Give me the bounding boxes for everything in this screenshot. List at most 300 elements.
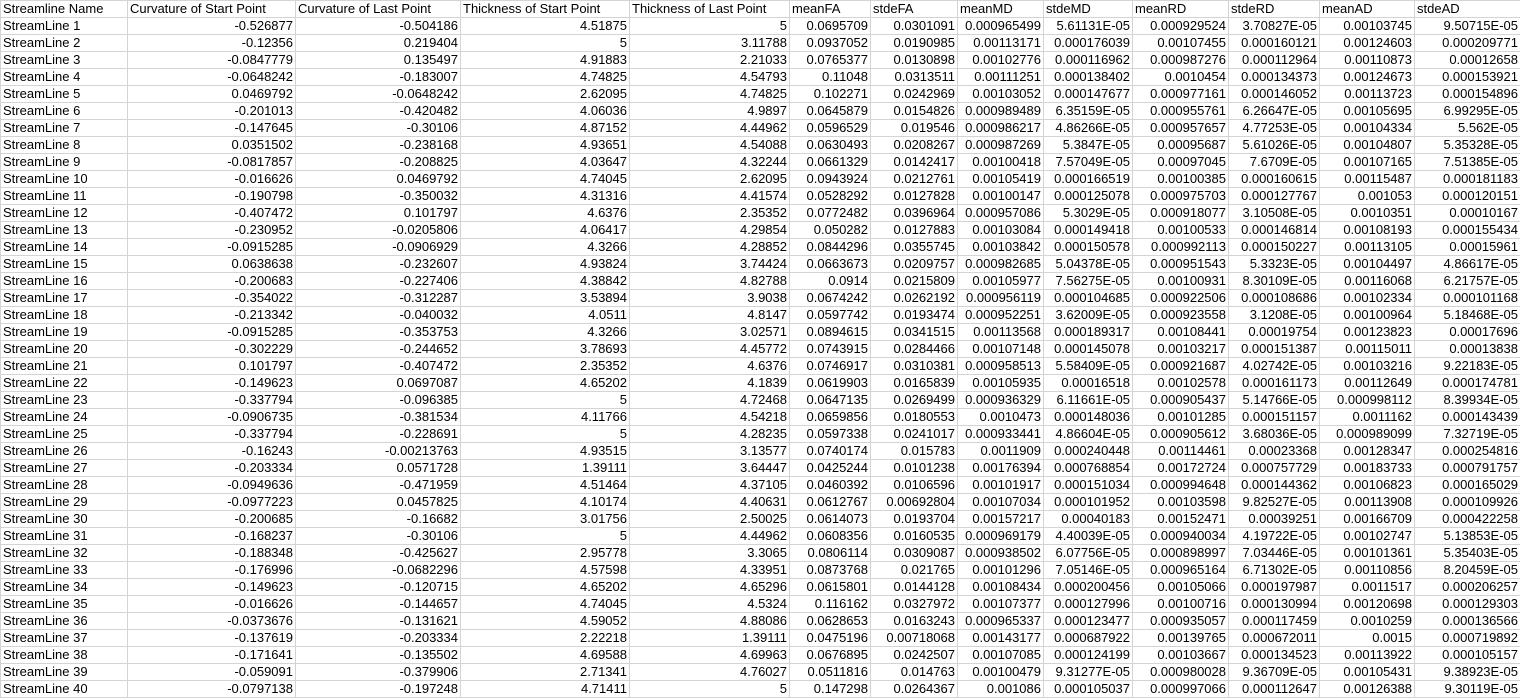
data-cell[interactable]: 0.00124673 xyxy=(1320,69,1415,86)
data-cell[interactable]: 0.00105695 xyxy=(1320,103,1415,120)
data-cell[interactable]: 0.00692804 xyxy=(871,494,958,511)
data-cell[interactable]: 0.000150578 xyxy=(1044,239,1133,256)
data-cell[interactable]: -0.16682 xyxy=(296,511,461,528)
data-cell[interactable]: -0.135502 xyxy=(296,647,461,664)
data-cell[interactable]: 0.0010454 xyxy=(1133,69,1229,86)
data-cell[interactable]: 6.26647E-05 xyxy=(1229,103,1320,120)
data-cell[interactable]: 0.0327972 xyxy=(871,596,958,613)
data-cell[interactable]: 0.00107034 xyxy=(958,494,1044,511)
data-cell[interactable]: 0.0615801 xyxy=(790,579,871,596)
data-cell[interactable]: 0.0937052 xyxy=(790,35,871,52)
data-cell[interactable]: 0.000151034 xyxy=(1044,477,1133,494)
data-cell[interactable]: 4.6376 xyxy=(461,205,630,222)
data-cell[interactable]: 0.00100931 xyxy=(1133,273,1229,290)
data-cell[interactable]: -0.203334 xyxy=(296,630,461,647)
data-cell[interactable]: 4.57598 xyxy=(461,562,630,579)
data-cell[interactable]: 9.22183E-05 xyxy=(1415,358,1520,375)
data-cell[interactable]: 0.135497 xyxy=(296,52,461,69)
data-cell[interactable]: 0.0010473 xyxy=(958,409,1044,426)
data-cell[interactable]: 0.000958513 xyxy=(958,358,1044,375)
data-cell[interactable]: 4.44962 xyxy=(630,120,790,137)
data-cell[interactable]: 4.9897 xyxy=(630,103,790,120)
data-cell[interactable]: 3.10508E-05 xyxy=(1229,205,1320,222)
row-name-cell[interactable]: StreamLine 31 xyxy=(1,528,128,545)
data-cell[interactable]: 0.0645879 xyxy=(790,103,871,120)
data-cell[interactable]: 0.00113908 xyxy=(1320,494,1415,511)
data-cell[interactable]: 4.40631 xyxy=(630,494,790,511)
data-cell[interactable]: -0.337794 xyxy=(128,426,296,443)
data-cell[interactable]: 0.001053 xyxy=(1320,188,1415,205)
data-cell[interactable]: 4.40039E-05 xyxy=(1044,528,1133,545)
data-cell[interactable]: 0.000160121 xyxy=(1229,35,1320,52)
data-cell[interactable]: 4.74045 xyxy=(461,596,630,613)
data-cell[interactable]: 3.74424 xyxy=(630,256,790,273)
data-cell[interactable]: 0.00103842 xyxy=(958,239,1044,256)
data-cell[interactable]: 0.000992113 xyxy=(1133,239,1229,256)
data-cell[interactable]: 2.71341 xyxy=(461,664,630,681)
column-header[interactable]: stdeRD xyxy=(1229,1,1320,18)
data-cell[interactable]: 0.000109926 xyxy=(1415,494,1520,511)
data-cell[interactable]: 0.00040183 xyxy=(1044,511,1133,528)
data-cell[interactable]: 0.000965164 xyxy=(1133,562,1229,579)
data-cell[interactable]: 4.31316 xyxy=(461,188,630,205)
row-name-cell[interactable]: StreamLine 6 xyxy=(1,103,128,120)
row-name-cell[interactable]: StreamLine 2 xyxy=(1,35,128,52)
data-cell[interactable]: -0.0949636 xyxy=(128,477,296,494)
data-cell[interactable]: 4.06417 xyxy=(461,222,630,239)
data-cell[interactable]: 0.0697087 xyxy=(296,375,461,392)
data-cell[interactable]: 0.000127767 xyxy=(1229,188,1320,205)
data-cell[interactable]: -0.213342 xyxy=(128,307,296,324)
data-cell[interactable]: 5.35403E-05 xyxy=(1415,545,1520,562)
data-cell[interactable]: -0.30106 xyxy=(296,528,461,545)
data-cell[interactable]: 5.3323E-05 xyxy=(1229,256,1320,273)
data-cell[interactable]: 0.219404 xyxy=(296,35,461,52)
data-cell[interactable]: 0.000154896 xyxy=(1415,86,1520,103)
data-cell[interactable]: 4.86604E-05 xyxy=(1044,426,1133,443)
data-cell[interactable]: 0.00104334 xyxy=(1320,120,1415,137)
data-cell[interactable]: 0.00120698 xyxy=(1320,596,1415,613)
data-cell[interactable]: -0.381534 xyxy=(296,409,461,426)
data-cell[interactable]: 0.000112964 xyxy=(1229,52,1320,69)
data-cell[interactable]: 0.00016518 xyxy=(1044,375,1133,392)
data-cell[interactable]: 0.00105431 xyxy=(1320,664,1415,681)
data-cell[interactable]: 0.000951543 xyxy=(1133,256,1229,273)
data-cell[interactable]: 0.000923558 xyxy=(1133,307,1229,324)
data-cell[interactable]: 4.72468 xyxy=(630,392,790,409)
data-cell[interactable]: 4.91883 xyxy=(461,52,630,69)
data-cell[interactable]: 0.000148036 xyxy=(1044,409,1133,426)
data-cell[interactable]: 0.000150227 xyxy=(1229,239,1320,256)
data-cell[interactable]: 0.000146052 xyxy=(1229,86,1320,103)
data-cell[interactable]: 2.21033 xyxy=(630,52,790,69)
data-cell[interactable]: -0.420482 xyxy=(296,103,461,120)
row-name-cell[interactable]: StreamLine 34 xyxy=(1,579,128,596)
column-header[interactable]: meanRD xyxy=(1133,1,1229,18)
row-name-cell[interactable]: StreamLine 22 xyxy=(1,375,128,392)
data-cell[interactable]: 0.000116962 xyxy=(1044,52,1133,69)
data-cell[interactable]: 0.00105066 xyxy=(1133,579,1229,596)
data-cell[interactable]: 7.51385E-05 xyxy=(1415,154,1520,171)
column-header[interactable]: stdeAD xyxy=(1415,1,1520,18)
data-cell[interactable]: 0.000938502 xyxy=(958,545,1044,562)
data-cell[interactable]: 0.00116068 xyxy=(1320,273,1415,290)
data-cell[interactable]: 0.000155434 xyxy=(1415,222,1520,239)
data-cell[interactable]: 2.62095 xyxy=(461,86,630,103)
row-name-cell[interactable]: StreamLine 20 xyxy=(1,341,128,358)
data-cell[interactable]: 0.0511816 xyxy=(790,664,871,681)
data-cell[interactable]: 0.00166709 xyxy=(1320,511,1415,528)
data-cell[interactable]: 0.0130898 xyxy=(871,52,958,69)
data-cell[interactable]: 0.0208267 xyxy=(871,137,958,154)
data-cell[interactable]: 0.0101238 xyxy=(871,460,958,477)
data-cell[interactable]: 0.00102747 xyxy=(1320,528,1415,545)
data-cell[interactable]: 0.000112647 xyxy=(1229,681,1320,698)
data-cell[interactable]: 0.0614073 xyxy=(790,511,871,528)
data-cell[interactable]: 0.021765 xyxy=(871,562,958,579)
data-cell[interactable]: -0.228691 xyxy=(296,426,461,443)
data-cell[interactable]: 4.71411 xyxy=(461,681,630,698)
data-cell[interactable]: 0.147298 xyxy=(790,681,871,698)
data-cell[interactable]: 0.015783 xyxy=(871,443,958,460)
data-cell[interactable]: 0.000933441 xyxy=(958,426,1044,443)
row-name-cell[interactable]: StreamLine 35 xyxy=(1,596,128,613)
data-cell[interactable]: 0.0659856 xyxy=(790,409,871,426)
data-cell[interactable]: 4.11766 xyxy=(461,409,630,426)
data-cell[interactable]: 4.6376 xyxy=(630,358,790,375)
data-cell[interactable]: 4.38842 xyxy=(461,273,630,290)
data-cell[interactable]: 7.05146E-05 xyxy=(1044,562,1133,579)
data-cell[interactable]: 0.00103217 xyxy=(1133,341,1229,358)
data-cell[interactable]: 8.30109E-05 xyxy=(1229,273,1320,290)
data-cell[interactable]: 0.0309087 xyxy=(871,545,958,562)
data-cell[interactable]: 4.59052 xyxy=(461,613,630,630)
data-cell[interactable]: 0.00126388 xyxy=(1320,681,1415,698)
data-cell[interactable]: 0.000422258 xyxy=(1415,511,1520,528)
data-cell[interactable]: 4.06036 xyxy=(461,103,630,120)
data-cell[interactable]: 4.74825 xyxy=(461,69,630,86)
data-cell[interactable]: 0.000989489 xyxy=(958,103,1044,120)
data-cell[interactable]: 0.0142417 xyxy=(871,154,958,171)
data-cell[interactable]: 9.38923E-05 xyxy=(1415,664,1520,681)
data-cell[interactable]: 0.0914 xyxy=(790,273,871,290)
data-cell[interactable]: 0.0597742 xyxy=(790,307,871,324)
data-cell[interactable]: 4.93651 xyxy=(461,137,630,154)
data-cell[interactable]: 0.000957086 xyxy=(958,205,1044,222)
data-cell[interactable]: 0.000145078 xyxy=(1044,341,1133,358)
data-cell[interactable]: -0.208825 xyxy=(296,154,461,171)
data-cell[interactable]: 4.93824 xyxy=(461,256,630,273)
data-cell[interactable]: 0.000898997 xyxy=(1133,545,1229,562)
data-cell[interactable]: -0.144657 xyxy=(296,596,461,613)
data-cell[interactable]: 0.102271 xyxy=(790,86,871,103)
data-cell[interactable]: 0.0647135 xyxy=(790,392,871,409)
data-cell[interactable]: 0.00101361 xyxy=(1320,545,1415,562)
data-cell[interactable]: 3.78693 xyxy=(461,341,630,358)
data-cell[interactable]: 6.35159E-05 xyxy=(1044,103,1133,120)
data-cell[interactable]: 7.6709E-05 xyxy=(1229,154,1320,171)
data-cell[interactable]: 0.000929524 xyxy=(1133,18,1229,35)
data-cell[interactable]: 8.39934E-05 xyxy=(1415,392,1520,409)
data-cell[interactable]: 0.00100533 xyxy=(1133,222,1229,239)
data-cell[interactable]: 0.00103745 xyxy=(1320,18,1415,35)
data-cell[interactable]: 0.000138402 xyxy=(1044,69,1133,86)
data-cell[interactable]: 3.64447 xyxy=(630,460,790,477)
data-cell[interactable]: 0.000134523 xyxy=(1229,647,1320,664)
row-name-cell[interactable]: StreamLine 1 xyxy=(1,18,128,35)
data-cell[interactable]: 5.61131E-05 xyxy=(1044,18,1133,35)
data-cell[interactable]: 0.00139765 xyxy=(1133,630,1229,647)
data-cell[interactable]: 7.32719E-05 xyxy=(1415,426,1520,443)
data-cell[interactable]: 4.51875 xyxy=(461,18,630,35)
data-cell[interactable]: 0.0674242 xyxy=(790,290,871,307)
data-cell[interactable]: 0.00128347 xyxy=(1320,443,1415,460)
data-cell[interactable]: 0.000209771 xyxy=(1415,35,1520,52)
data-cell[interactable]: 0.00103084 xyxy=(958,222,1044,239)
data-cell[interactable]: 4.5324 xyxy=(630,596,790,613)
data-cell[interactable]: -0.137619 xyxy=(128,630,296,647)
data-cell[interactable]: 0.0284466 xyxy=(871,341,958,358)
data-cell[interactable]: 4.10174 xyxy=(461,494,630,511)
column-header[interactable]: meanFA xyxy=(790,1,871,18)
data-cell[interactable]: 0.00097045 xyxy=(1133,154,1229,171)
data-cell[interactable]: 0.000166519 xyxy=(1044,171,1133,188)
data-cell[interactable]: 0.001086 xyxy=(958,681,1044,698)
data-cell[interactable]: -0.504186 xyxy=(296,18,461,35)
data-cell[interactable]: -0.0797138 xyxy=(128,681,296,698)
data-cell[interactable]: 3.01756 xyxy=(461,511,630,528)
data-cell[interactable]: 4.69588 xyxy=(461,647,630,664)
data-cell[interactable]: 0.0663673 xyxy=(790,256,871,273)
data-cell[interactable]: 0.000989099 xyxy=(1320,426,1415,443)
data-cell[interactable]: 4.33951 xyxy=(630,562,790,579)
data-cell[interactable]: 0.0746917 xyxy=(790,358,871,375)
data-cell[interactable]: 0.0943924 xyxy=(790,171,871,188)
column-header[interactable]: Curvature of Last Point xyxy=(296,1,461,18)
data-cell[interactable]: 0.00102578 xyxy=(1133,375,1229,392)
data-cell[interactable]: 0.00123823 xyxy=(1320,324,1415,341)
data-cell[interactable]: 0.00019754 xyxy=(1229,324,1320,341)
data-cell[interactable]: 0.00172724 xyxy=(1133,460,1229,477)
data-cell[interactable]: 6.21757E-05 xyxy=(1415,273,1520,290)
data-cell[interactable]: 0.101797 xyxy=(296,205,461,222)
data-cell[interactable]: 0.00100385 xyxy=(1133,171,1229,188)
data-cell[interactable]: 0.000977161 xyxy=(1133,86,1229,103)
data-cell[interactable]: 0.000130994 xyxy=(1229,596,1320,613)
row-name-cell[interactable]: StreamLine 27 xyxy=(1,460,128,477)
data-cell[interactable]: -0.059091 xyxy=(128,664,296,681)
data-cell[interactable]: -0.131621 xyxy=(296,613,461,630)
data-cell[interactable]: 0.019546 xyxy=(871,120,958,137)
data-cell[interactable]: 0.11048 xyxy=(790,69,871,86)
data-cell[interactable]: 5 xyxy=(461,392,630,409)
data-cell[interactable]: 0.00108441 xyxy=(1133,324,1229,341)
data-cell[interactable]: 4.82788 xyxy=(630,273,790,290)
data-cell[interactable]: 0.0264367 xyxy=(871,681,958,698)
data-cell[interactable]: 2.22218 xyxy=(461,630,630,647)
data-cell[interactable]: 0.000134373 xyxy=(1229,69,1320,86)
data-cell[interactable]: 0.0160535 xyxy=(871,528,958,545)
data-cell[interactable]: 0.000965499 xyxy=(958,18,1044,35)
data-cell[interactable]: 4.3266 xyxy=(461,324,630,341)
data-cell[interactable]: 4.29854 xyxy=(630,222,790,239)
column-header[interactable]: Thickness of Last Point xyxy=(630,1,790,18)
data-cell[interactable]: 0.00105935 xyxy=(958,375,1044,392)
data-cell[interactable]: 0.00100418 xyxy=(958,154,1044,171)
row-name-cell[interactable]: StreamLine 7 xyxy=(1,120,128,137)
data-cell[interactable]: 2.35352 xyxy=(630,205,790,222)
data-cell[interactable]: 4.87152 xyxy=(461,120,630,137)
data-cell[interactable]: 0.0425244 xyxy=(790,460,871,477)
data-cell[interactable]: 0.0341515 xyxy=(871,324,958,341)
data-cell[interactable]: 0.000151157 xyxy=(1229,409,1320,426)
data-cell[interactable]: 0.000768854 xyxy=(1044,460,1133,477)
data-cell[interactable]: 9.82527E-05 xyxy=(1229,494,1320,511)
data-cell[interactable]: 0.0163243 xyxy=(871,613,958,630)
data-cell[interactable]: 4.8147 xyxy=(630,307,790,324)
data-cell[interactable]: 4.1839 xyxy=(630,375,790,392)
data-cell[interactable]: 4.3266 xyxy=(461,239,630,256)
data-cell[interactable]: 0.0873768 xyxy=(790,562,871,579)
data-cell[interactable]: 0.00176394 xyxy=(958,460,1044,477)
data-cell[interactable]: 0.0740174 xyxy=(790,443,871,460)
data-cell[interactable]: -0.200685 xyxy=(128,511,296,528)
data-cell[interactable]: 0.000935057 xyxy=(1133,613,1229,630)
data-cell[interactable]: 0.00100479 xyxy=(958,664,1044,681)
row-name-cell[interactable]: StreamLine 8 xyxy=(1,137,128,154)
data-cell[interactable]: 0.0630493 xyxy=(790,137,871,154)
data-cell[interactable]: 5.3029E-05 xyxy=(1044,205,1133,222)
data-cell[interactable]: 0.0165839 xyxy=(871,375,958,392)
data-cell[interactable]: 8.20459E-05 xyxy=(1415,562,1520,579)
data-cell[interactable]: 0.00100147 xyxy=(958,188,1044,205)
data-cell[interactable]: 0.000936329 xyxy=(958,392,1044,409)
data-cell[interactable]: -0.425627 xyxy=(296,545,461,562)
row-name-cell[interactable]: StreamLine 14 xyxy=(1,239,128,256)
data-cell[interactable]: 4.77253E-05 xyxy=(1229,120,1320,137)
data-cell[interactable]: -0.0682296 xyxy=(296,562,461,579)
data-cell[interactable]: -0.016626 xyxy=(128,171,296,188)
data-cell[interactable]: 5.58409E-05 xyxy=(1044,358,1133,375)
data-cell[interactable]: 0.000921687 xyxy=(1133,358,1229,375)
data-cell[interactable]: -0.0817857 xyxy=(128,154,296,171)
data-cell[interactable]: 0.00107085 xyxy=(958,647,1044,664)
data-cell[interactable]: 0.000160615 xyxy=(1229,171,1320,188)
data-cell[interactable]: 0.0460392 xyxy=(790,477,871,494)
data-cell[interactable]: 0.000905612 xyxy=(1133,426,1229,443)
data-cell[interactable]: 4.0511 xyxy=(461,307,630,324)
data-cell[interactable]: 0.000986217 xyxy=(958,120,1044,137)
data-cell[interactable]: 2.35352 xyxy=(461,358,630,375)
data-cell[interactable]: 0.000165029 xyxy=(1415,477,1520,494)
data-cell[interactable]: 0.000144362 xyxy=(1229,477,1320,494)
data-cell[interactable]: 5 xyxy=(461,426,630,443)
data-cell[interactable]: 0.00112649 xyxy=(1320,375,1415,392)
data-cell[interactable]: -0.176996 xyxy=(128,562,296,579)
data-cell[interactable]: 0.000153921 xyxy=(1415,69,1520,86)
data-cell[interactable]: 0.000104685 xyxy=(1044,290,1133,307)
data-cell[interactable]: -0.120715 xyxy=(296,579,461,596)
data-cell[interactable]: 0.014763 xyxy=(871,664,958,681)
data-cell[interactable]: 6.99295E-05 xyxy=(1415,103,1520,120)
data-cell[interactable]: 0.0806114 xyxy=(790,545,871,562)
row-name-cell[interactable]: StreamLine 32 xyxy=(1,545,128,562)
data-cell[interactable]: 0.00107165 xyxy=(1320,154,1415,171)
data-cell[interactable]: 6.11661E-05 xyxy=(1044,392,1133,409)
data-cell[interactable]: 0.00101285 xyxy=(1133,409,1229,426)
row-name-cell[interactable]: StreamLine 10 xyxy=(1,171,128,188)
data-cell[interactable]: 0.00124603 xyxy=(1320,35,1415,52)
data-cell[interactable]: 7.03446E-05 xyxy=(1229,545,1320,562)
data-cell[interactable]: 0.000125078 xyxy=(1044,188,1133,205)
data-cell[interactable]: 0.0528292 xyxy=(790,188,871,205)
data-cell[interactable]: 0.000127996 xyxy=(1044,596,1133,613)
data-cell[interactable]: -0.190798 xyxy=(128,188,296,205)
data-cell[interactable]: 0.00017696 xyxy=(1415,324,1520,341)
data-cell[interactable]: 0.000719892 xyxy=(1415,630,1520,647)
data-cell[interactable]: 0.000957657 xyxy=(1133,120,1229,137)
data-cell[interactable]: 0.0743915 xyxy=(790,341,871,358)
data-cell[interactable]: 2.62095 xyxy=(630,171,790,188)
data-cell[interactable]: -0.353753 xyxy=(296,324,461,341)
data-cell[interactable]: 0.0619903 xyxy=(790,375,871,392)
data-cell[interactable]: 0.0011909 xyxy=(958,443,1044,460)
data-cell[interactable]: -0.0906735 xyxy=(128,409,296,426)
data-cell[interactable]: 2.95778 xyxy=(461,545,630,562)
data-cell[interactable]: 0.000687922 xyxy=(1044,630,1133,647)
data-cell[interactable]: 0.0212761 xyxy=(871,171,958,188)
data-cell[interactable]: 0.000791757 xyxy=(1415,460,1520,477)
data-cell[interactable]: 0.000980028 xyxy=(1133,664,1229,681)
data-cell[interactable]: -0.0648242 xyxy=(128,69,296,86)
data-cell[interactable]: 0.00015961 xyxy=(1415,239,1520,256)
row-name-cell[interactable]: StreamLine 40 xyxy=(1,681,128,698)
data-cell[interactable]: 0.00100716 xyxy=(1133,596,1229,613)
data-cell[interactable]: 0.00152471 xyxy=(1133,511,1229,528)
data-cell[interactable]: 5.61026E-05 xyxy=(1229,137,1320,154)
data-cell[interactable]: 0.0396964 xyxy=(871,205,958,222)
data-cell[interactable]: 0.00102334 xyxy=(1320,290,1415,307)
data-cell[interactable]: 0.00113723 xyxy=(1320,86,1415,103)
data-cell[interactable]: 0.000101952 xyxy=(1044,494,1133,511)
data-cell[interactable]: -0.171641 xyxy=(128,647,296,664)
data-cell[interactable]: 0.0844296 xyxy=(790,239,871,256)
data-cell[interactable]: 0.0154826 xyxy=(871,103,958,120)
data-cell[interactable]: 1.39111 xyxy=(461,460,630,477)
column-header[interactable]: meanAD xyxy=(1320,1,1415,18)
data-cell[interactable]: 4.74045 xyxy=(461,171,630,188)
data-cell[interactable]: -0.0847779 xyxy=(128,52,296,69)
data-cell[interactable]: 0.000998112 xyxy=(1320,392,1415,409)
data-cell[interactable]: -0.147645 xyxy=(128,120,296,137)
data-cell[interactable]: 0.0127828 xyxy=(871,188,958,205)
data-cell[interactable]: 0.000143439 xyxy=(1415,409,1520,426)
data-cell[interactable]: 0.00718068 xyxy=(871,630,958,647)
data-cell[interactable]: 3.70827E-05 xyxy=(1229,18,1320,35)
data-cell[interactable]: 0.00010167 xyxy=(1415,205,1520,222)
data-cell[interactable]: 4.76027 xyxy=(630,664,790,681)
data-cell[interactable]: 0.000969179 xyxy=(958,528,1044,545)
data-cell[interactable]: 5.18468E-05 xyxy=(1415,307,1520,324)
data-cell[interactable]: 0.000117459 xyxy=(1229,613,1320,630)
data-cell[interactable]: 5.35328E-05 xyxy=(1415,137,1520,154)
data-cell[interactable]: 4.02742E-05 xyxy=(1229,358,1320,375)
data-cell[interactable]: 0.00115011 xyxy=(1320,341,1415,358)
data-cell[interactable]: 5.3847E-05 xyxy=(1044,137,1133,154)
row-name-cell[interactable]: StreamLine 13 xyxy=(1,222,128,239)
data-cell[interactable]: 0.0772482 xyxy=(790,205,871,222)
data-cell[interactable]: 4.54218 xyxy=(630,409,790,426)
